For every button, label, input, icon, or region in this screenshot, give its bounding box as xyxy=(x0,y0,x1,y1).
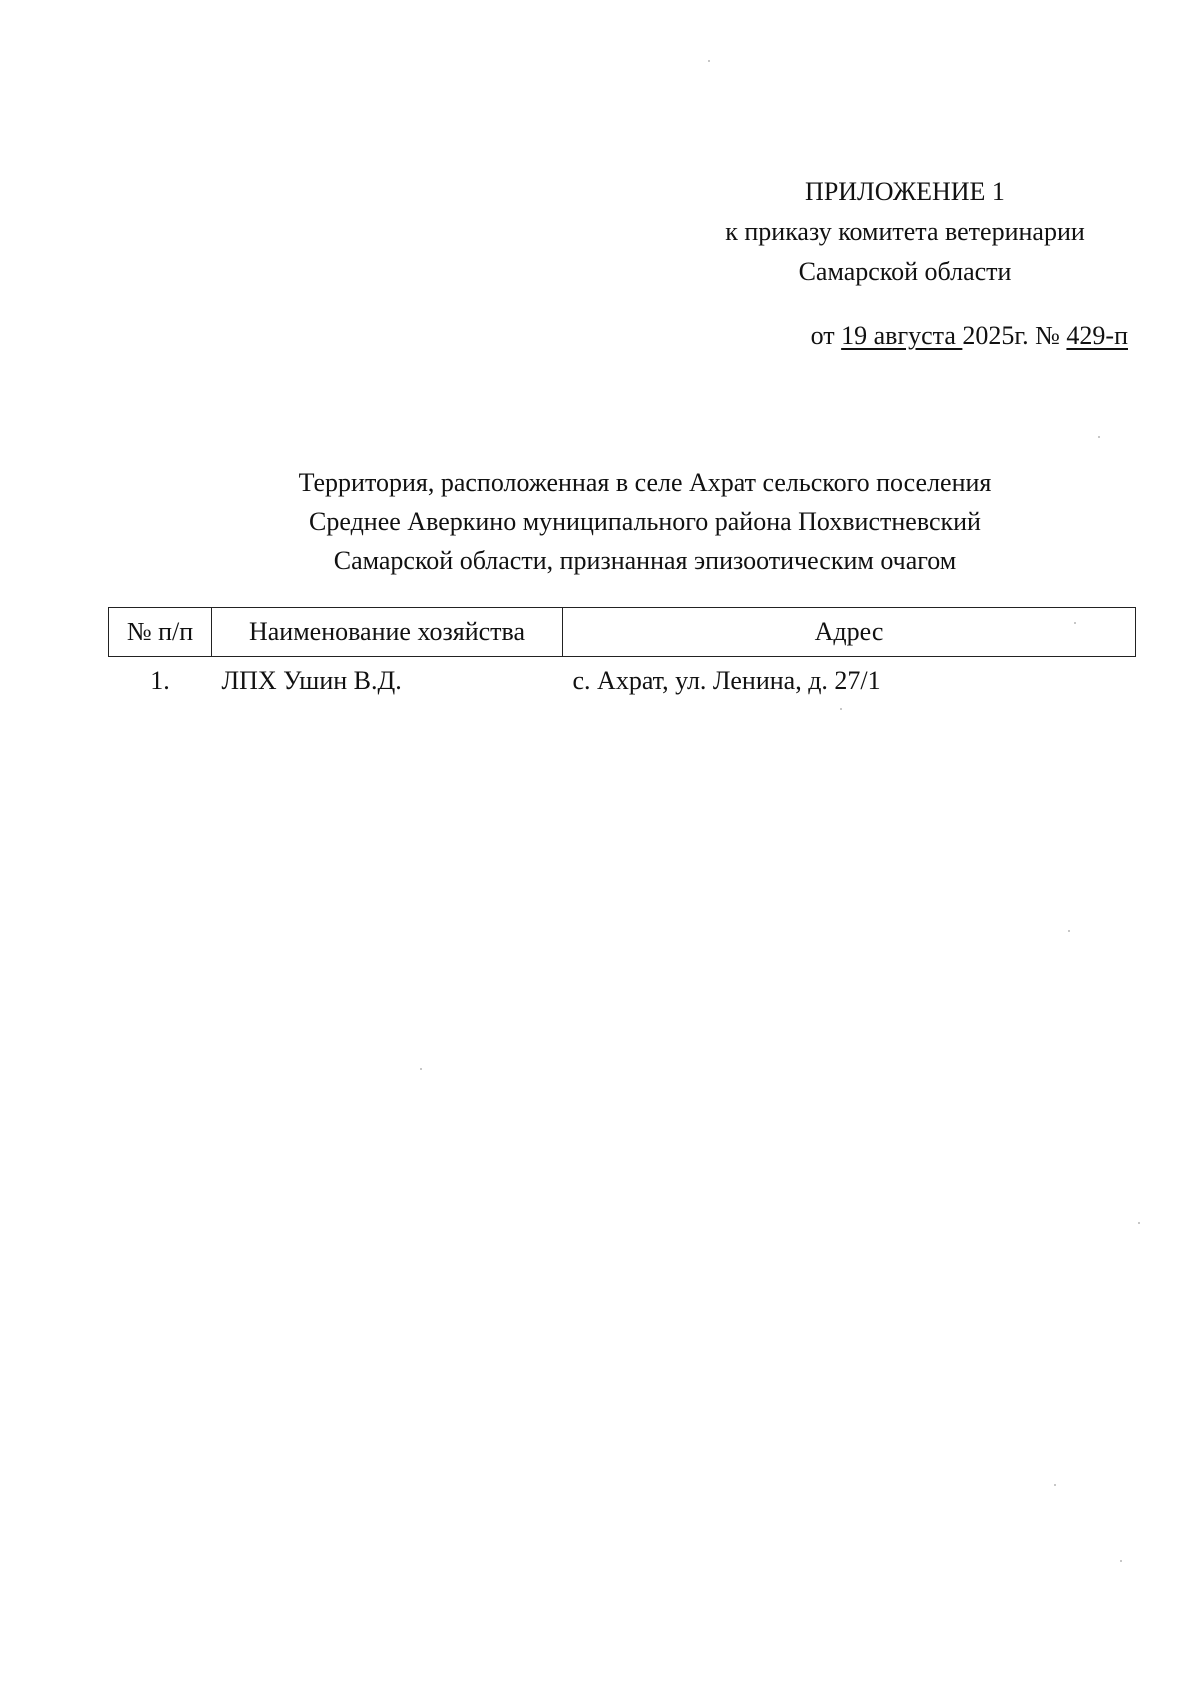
order-date-line xyxy=(811,320,1128,352)
farms-table xyxy=(108,607,1136,705)
document-title xyxy=(240,463,1050,580)
title-line-1: Территория, расположенная в селе Ахрат сельского поселения xyxy=(298,468,992,497)
scan-speck xyxy=(1138,1222,1140,1224)
appendix-heading: ПРИЛОЖЕНИЕ 1 xyxy=(805,177,1005,206)
row-number-cell: 1. xyxy=(150,666,170,695)
scan-speck xyxy=(1074,622,1076,624)
appendix-order-ref: к приказу комитета ветеринарии xyxy=(725,217,1085,246)
appendix-authority: Самарской области xyxy=(798,257,1012,286)
scan-speck xyxy=(840,708,842,710)
column-header-number: № п/п xyxy=(109,608,212,657)
scan-speck xyxy=(1068,930,1070,932)
table-header-row xyxy=(109,608,1136,657)
order-date: 19 августа xyxy=(841,321,963,350)
title-line-3: Самарской области, признанная эпизоотическим очагом xyxy=(333,546,957,575)
column-header-farm-name: Наименование хозяйства xyxy=(212,608,563,657)
order-number: 429-п xyxy=(1066,321,1128,350)
title-line-2: Среднее Аверкино муниципального района Похвистневский xyxy=(309,507,981,536)
order-prefix: от xyxy=(810,321,835,350)
scan-speck xyxy=(420,1068,422,1070)
address-cell: с. Ахрат, ул. Ленина, д. 27/1 xyxy=(572,666,881,695)
farm-name-cell: ЛПХ Ушин В.Д. xyxy=(221,666,402,695)
scan-speck xyxy=(1098,436,1100,438)
scan-speck xyxy=(1120,1560,1122,1562)
table-row xyxy=(109,657,1136,706)
column-header-address: Адрес xyxy=(563,608,1136,657)
order-year: 2025г. № xyxy=(962,321,1060,350)
scan-speck xyxy=(708,60,710,62)
scan-speck xyxy=(1054,1484,1056,1486)
appendix-block xyxy=(690,172,1120,292)
